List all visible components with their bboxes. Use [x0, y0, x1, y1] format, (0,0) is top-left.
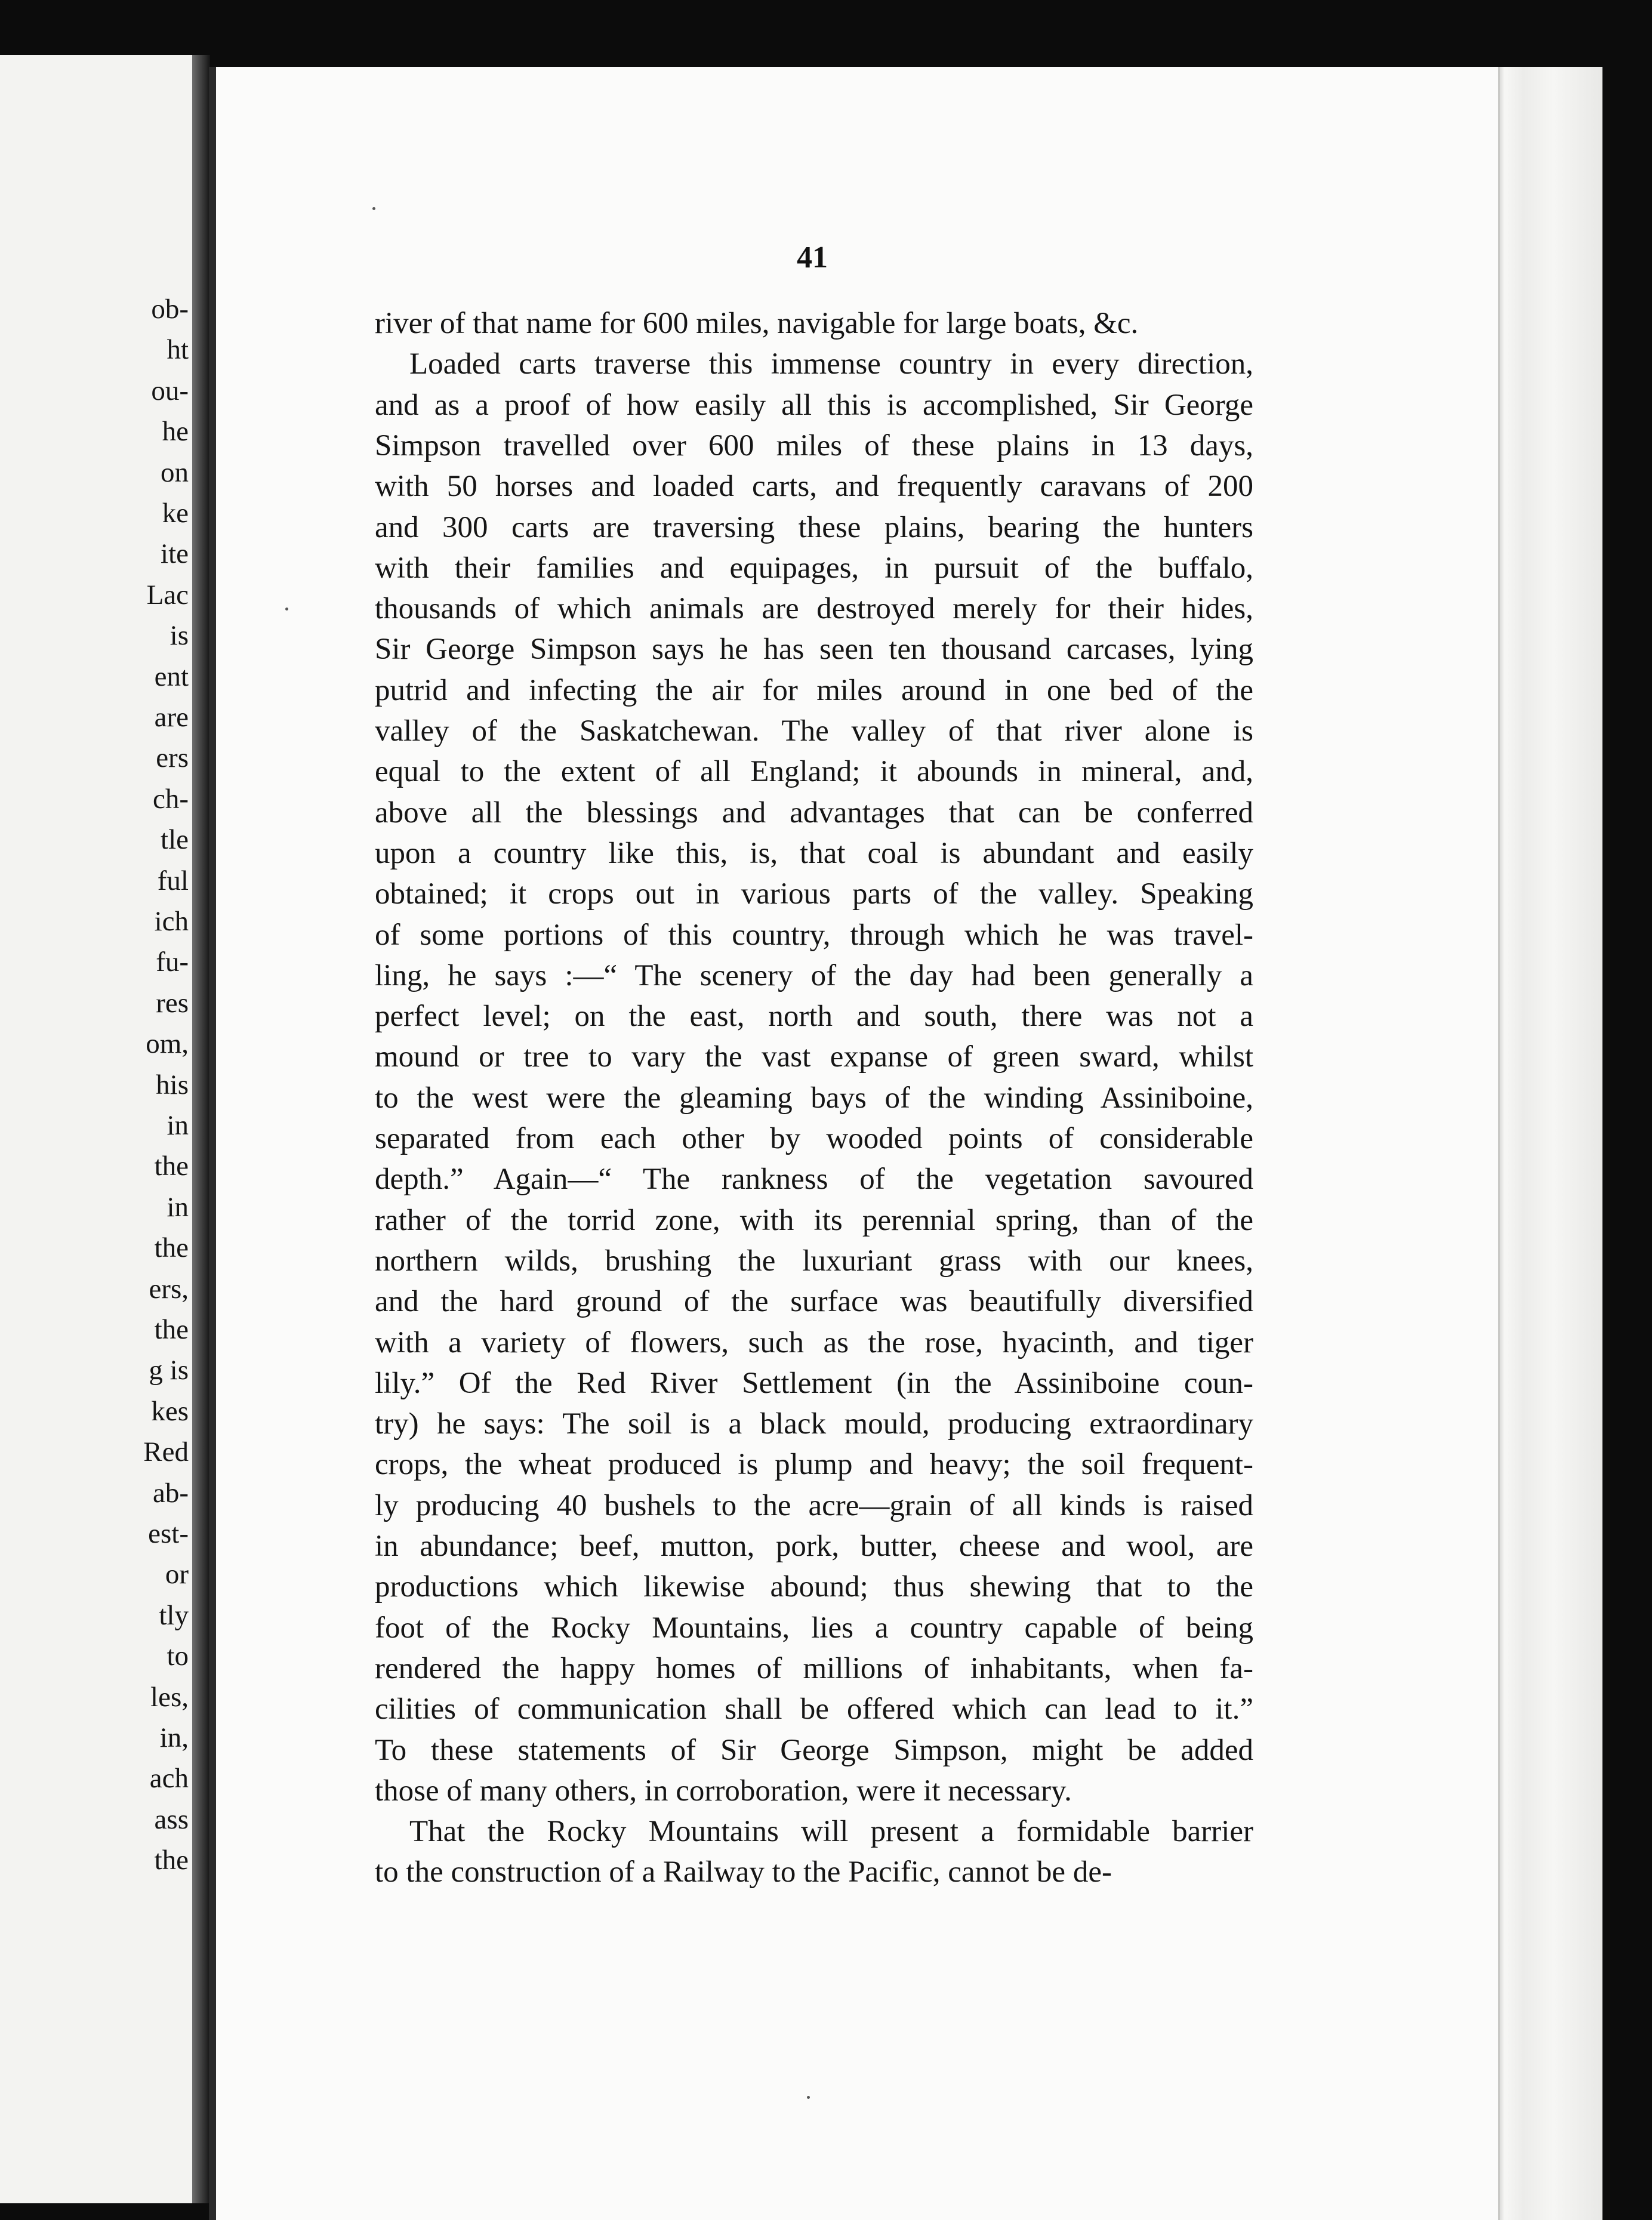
left-page-fragment: ers,: [149, 1273, 189, 1305]
text-line: perfect level; on the east, north and south, there was not a: [375, 1000, 1253, 1034]
page-number: 41: [797, 240, 828, 275]
text-line: Loaded carts traverse this immense country in every direction,: [409, 347, 1253, 381]
text-line: thousands of which animals are destroyed merely for their hides,: [375, 592, 1253, 626]
left-page-fragment: or: [165, 1559, 189, 1590]
text-line: and as a proof of how easily all this is accomplished, Sir George: [375, 388, 1253, 422]
left-page-fragment: tle: [161, 824, 189, 856]
left-page-fragment: tly: [159, 1599, 189, 1631]
left-page-fragment: ite: [161, 538, 189, 570]
left-page-fragment: ke: [162, 498, 189, 529]
text-line: mound or tree to vary the vast expanse of green sward, whilst: [375, 1040, 1253, 1074]
text-line: rather of the torrid zone, with its perennial spring, than of the: [375, 1203, 1253, 1237]
text-line: to the construction of a Railway to the Pacific, cannot be de-: [375, 1855, 1112, 1889]
text-line: try) he says: The soil is a black mould, producing extraordinary: [375, 1407, 1253, 1441]
page-stack-edge: [1498, 67, 1602, 2220]
text-line: with their families and equipages, in pursuit of the buffalo,: [375, 551, 1253, 585]
left-page-fragment: the: [154, 1232, 189, 1264]
left-page-fragment: in,: [159, 1722, 189, 1753]
speck: [807, 2096, 810, 2099]
left-page-fragment: ht: [167, 334, 189, 366]
left-page-fragment: to: [167, 1641, 189, 1672]
text-line: Sir George Simpson says he has seen ten thousand carcases, lying: [375, 633, 1253, 667]
text-line: Simpson travelled over 600 miles of these plains in 13 days,: [375, 428, 1253, 462]
text-line: crops, the wheat produced is plump and heavy; the soil frequent-: [375, 1448, 1253, 1482]
left-page-fragment: ent: [154, 661, 189, 692]
left-page-fragment: on: [161, 457, 189, 488]
text-line: foot of the Rocky Mountains, lies a country capable of being: [375, 1611, 1253, 1645]
text-line: obtained; it crops out in various parts of the valley. Speaking: [375, 877, 1253, 911]
text-line: those of many others, in corroboration, were it necessary.: [375, 1774, 1072, 1808]
left-page-fragment: kes: [151, 1395, 189, 1427]
previous-page: [0, 55, 195, 2203]
left-page-fragment: in: [167, 1191, 189, 1223]
text-line: and 300 carts are traversing these plains, bearing the hunters: [375, 510, 1253, 544]
text-line: with a variety of flowers, such as the rose, hyacinth, and tiger: [375, 1325, 1253, 1359]
text-line: valley of the Saskatchewan. The valley of that river alone is: [375, 714, 1253, 748]
left-page-fragment: ers: [156, 742, 189, 774]
left-page-fragment: ach: [149, 1763, 189, 1794]
text-line: and the hard ground of the surface was beautifully diversified: [375, 1285, 1253, 1319]
text-line: That the Rocky Mountains will present a formidable barrier: [409, 1815, 1253, 1849]
left-page-fragment: est-: [148, 1518, 189, 1549]
text-line: river of that name for 600 miles, navigable for large boats, &c.: [375, 307, 1139, 340]
left-page-fragment: g is: [149, 1355, 189, 1386]
text-line: northern wilds, brushing the luxuriant grass with our knees,: [375, 1244, 1253, 1278]
text-line: above all the blessings and advantages that can be conferred: [375, 796, 1253, 830]
left-page-fragment: Lac: [146, 579, 189, 610]
left-page-fragment: ass: [154, 1803, 189, 1835]
text-line: to the west were the gleaming bays of the winding Assiniboine,: [375, 1081, 1253, 1115]
text-line: separated from each other by wooded points of considerable: [375, 1122, 1253, 1155]
left-page-fragment: are: [154, 702, 189, 733]
left-page-fragment: res: [156, 987, 189, 1019]
left-page-fragment: om,: [146, 1028, 189, 1060]
left-page-fragment: les,: [150, 1681, 189, 1713]
left-page-fragment: the: [154, 1151, 189, 1182]
left-page-fragment: ch-: [152, 783, 189, 815]
left-page-fragment: ab-: [152, 1477, 189, 1509]
text-line: depth.” Again—“ The rankness of the vegetation savoured: [375, 1163, 1253, 1197]
text-line: productions which likewise abound; thus shewing that to the: [375, 1570, 1253, 1604]
text-line: rendered the happy homes of millions of inhabitants, when fa-: [375, 1651, 1253, 1685]
left-page-fragment: his: [156, 1069, 189, 1100]
left-page-fragment: ou-: [151, 375, 189, 406]
left-page-fragment: the: [154, 1314, 189, 1345]
text-line: lily.” Of the Red River Settlement (in the Assiniboine coun-: [375, 1366, 1253, 1400]
left-page-fragment: he: [162, 416, 189, 448]
text-line: putrid and infecting the air for miles around in one bed of the: [375, 673, 1253, 707]
left-page-fragment: ob-: [151, 294, 189, 325]
text-line: equal to the extent of all England; it abounds in mineral, and,: [375, 755, 1253, 789]
text-line: ly producing 40 bushels to the acre—grain of all kinds is raised: [375, 1488, 1253, 1522]
text-line: in abundance; beef, mutton, pork, butter, cheese and wool, are: [375, 1530, 1253, 1563]
page-gutter-shadow: [192, 55, 210, 2203]
left-page-fragment: fu-: [156, 946, 189, 978]
speck: [372, 207, 375, 210]
left-page-fragment: is: [169, 620, 189, 652]
left-page-fragment: ful: [157, 865, 189, 896]
text-line: upon a country like this, is, that coal is abundant and easily: [375, 836, 1253, 870]
speck: [285, 608, 288, 610]
text-line: of some portions of this country, through which he was travel-: [375, 918, 1253, 952]
text-line: To these statements of Sir George Simpson, might be added: [375, 1733, 1253, 1767]
text-line: ling, he says :—“ The scenery of the day had been generally a: [375, 958, 1253, 992]
left-page-fragment: the: [154, 1845, 189, 1876]
text-line: with 50 horses and loaded carts, and frequently caravans of 200: [375, 470, 1253, 504]
left-page-fragment: ich: [154, 906, 189, 937]
text-line: cilities of communication shall be offered which can lead to it.”: [375, 1692, 1253, 1726]
left-page-fragment: in: [167, 1110, 189, 1141]
left-page-fragment: Red: [143, 1436, 189, 1468]
